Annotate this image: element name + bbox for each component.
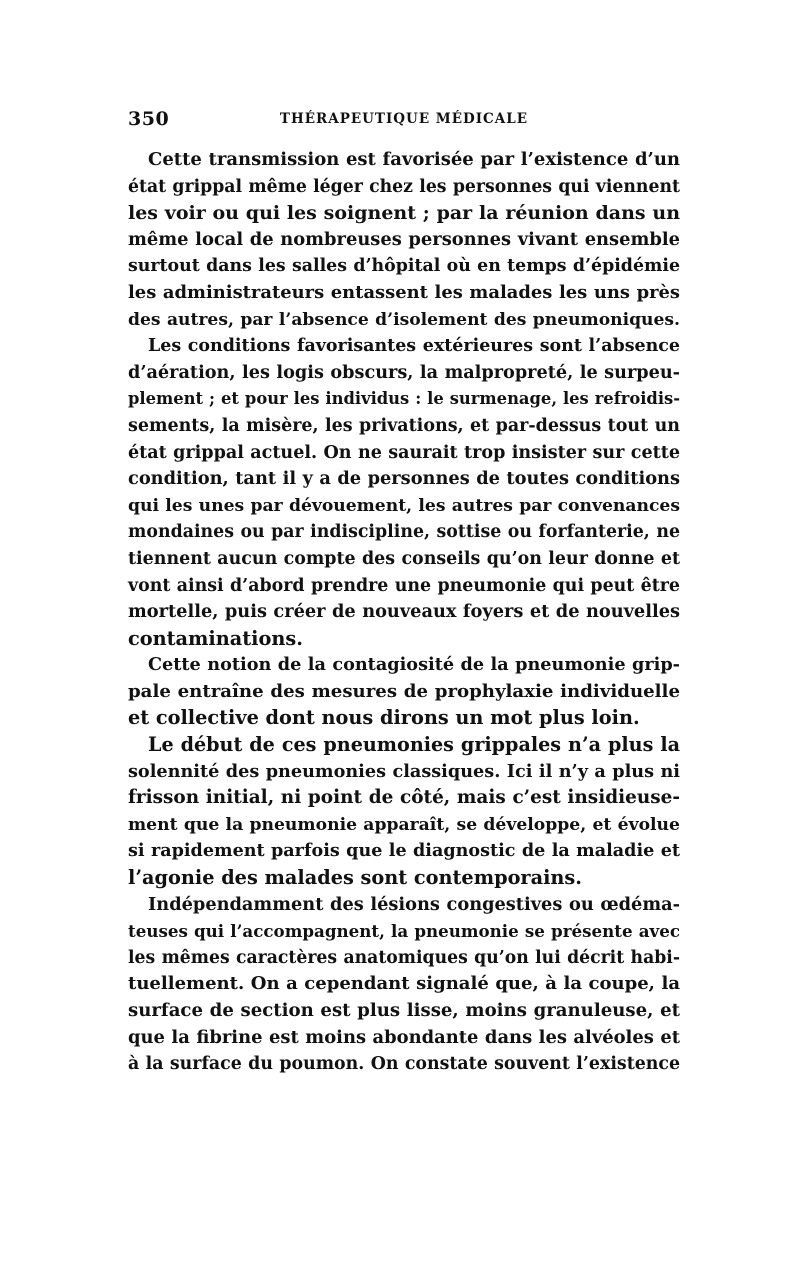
paragraph <box>128 333 680 652</box>
text-line: même local de nombreuses personnes vivant ensemble <box>128 228 680 250</box>
text-line: à la surface du poumon. On constate souvent l’existence <box>128 1054 680 1075</box>
text-line: tuellement. On a cependant signalé que, à la coupe, la <box>128 973 680 995</box>
text-line: Cette transmission est favorisée par l’existence d’un <box>148 149 680 170</box>
text-line: les voir ou qui les soignent ; par la réunion dans un <box>128 202 680 225</box>
running-head <box>128 108 680 138</box>
text-line: Le début de ces pneumonies grippales n’a plus la <box>148 733 680 757</box>
text-line: si rapidement parfois que le diagnostic de la maladie et <box>128 841 680 862</box>
page-number: 350 <box>128 108 170 130</box>
text-line: surtout dans les salles d’hôpital où en temps d’épidémie <box>128 256 680 277</box>
paragraph <box>128 147 680 333</box>
text-line: d’aération, les logis obscurs, la malpropreté, le surpeu- <box>128 361 680 383</box>
text-line: qui les unes par dévouement, les autres par convenances <box>128 495 680 516</box>
running-title: THÉRAPEUTIQUE MÉDICALE <box>279 111 529 127</box>
text-line: plement ; et pour les individus : le surmenage, les refroidis- <box>128 389 680 409</box>
text-line: état grippal actuel. On ne saurait trop insister sur cette <box>128 442 680 463</box>
text-line: teuses qui l’accompagnent, la pneumonie se présente avec <box>128 921 680 942</box>
book-page <box>128 108 680 1078</box>
paragraph <box>128 652 680 732</box>
text-line: mortelle, puis créer de nouveaux foyers et de nouvelles <box>128 601 680 623</box>
text-line: que la fibrine est moins abondante dans les alvéoles et <box>128 1026 680 1048</box>
text-line: et collective dont nous dirons un mot plus loin. <box>128 706 640 730</box>
text-line: Les conditions favorisantes extérieures sont l’absence <box>148 336 680 357</box>
text-line: mondaines ou par indiscipline, sottise ou forfanterie, ne <box>128 522 680 543</box>
text-line: solennité des pneumonies classiques. Ici il n’y a plus ni <box>128 760 680 782</box>
text-line: sements, la misère, les privations, et par-dessus tout un <box>128 415 680 436</box>
text-line: Indépendamment des lésions congestives ou œdéma- <box>148 893 680 915</box>
body-text <box>128 147 680 1078</box>
text-line: vont ainsi d’abord prendre une pneumonie qui peut être <box>128 575 680 596</box>
paragraph <box>128 732 680 892</box>
text-line: ment que la pneumonie apparaît, se développe, et évolue <box>128 814 680 835</box>
text-line: surface de section est plus lisse, moins granuleuse, et <box>128 1000 680 1021</box>
text-line: Cette notion de la contagiosité de la pneumonie grip- <box>148 654 680 676</box>
text-line: condition, tant il y a de personnes de toutes conditions <box>128 468 680 490</box>
text-line: les administrateurs entassent les malades les uns près <box>128 281 680 303</box>
text-line: les mêmes caractères anatomiques qu’on lui décrit habi- <box>128 947 680 968</box>
text-line: tiennent aucun compte des conseils qu’on leur donne et <box>128 548 680 569</box>
text-line: des autres, par l’absence d’isolement des pneumoniques. <box>128 309 680 330</box>
text-line: l’agonie des malades sont contemporains. <box>128 866 582 890</box>
text-line: pale entraîne des mesures de prophylaxie individuelle <box>128 680 680 702</box>
text-line: contaminations. <box>128 626 303 650</box>
text-line: état grippal même léger chez les personnes qui viennent <box>128 176 680 197</box>
text-line: frisson initial, ni point de côté, mais c’est insidieuse- <box>128 787 680 809</box>
paragraph <box>128 892 680 1078</box>
